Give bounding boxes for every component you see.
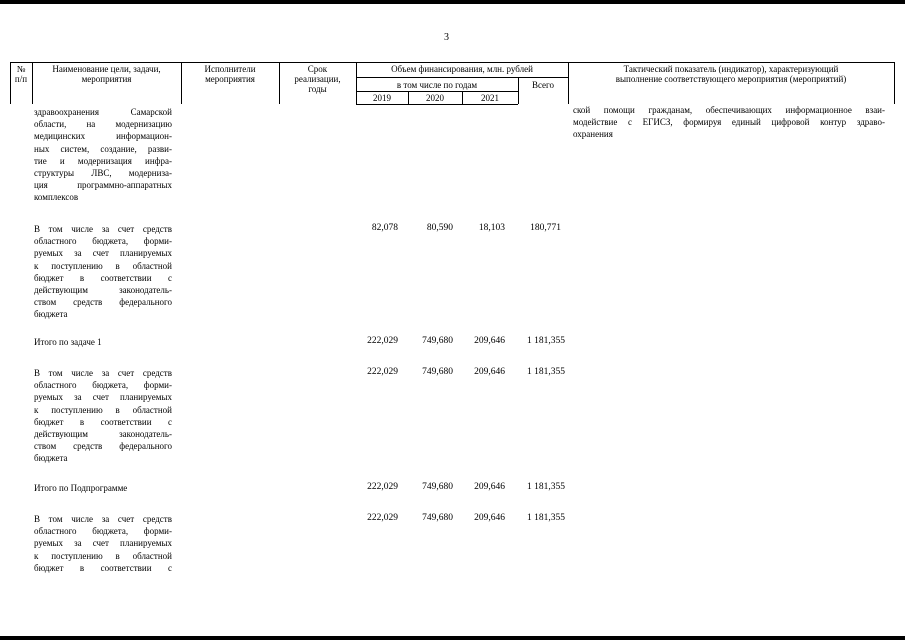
row-5-value-2019: 222,029 bbox=[367, 513, 398, 523]
table-row-3-text: В том числе за счет средств областного бюджета, форми- руемых за счет планируемых к поступлению в областной бюджет в соответствии с действующим законодатель- ством средств федерального бюджета bbox=[34, 368, 172, 464]
top-border bbox=[0, 0, 905, 4]
table-row-0-text: здравоохранения Самарской области, на модернизацию медицинских информацион- ных систем, создание, разви- тие и модернизация инфра- структуры ЛВС, модерниза- ция программно-аппаратных комплексов bbox=[34, 107, 172, 203]
row-2-value-2021: 209,646 bbox=[474, 336, 505, 346]
grid-vline-9 bbox=[894, 62, 895, 104]
row-5-value-2020: 749,680 bbox=[422, 513, 453, 523]
row-3-value-2019: 222,029 bbox=[367, 367, 398, 377]
row-3-value-total: 1 181,355 bbox=[527, 367, 565, 377]
table-row-5-text: В том числе за счет средств областного бюджета, форми- руемых за счет планируемых к поступлению в областной бюджет в соответствии с bbox=[34, 514, 172, 573]
bottom-border bbox=[0, 636, 905, 640]
row-2-value-total: 1 181,355 bbox=[527, 336, 565, 346]
header-col-total: Всего bbox=[531, 80, 555, 90]
row-2-value-2019: 222,029 bbox=[367, 336, 398, 346]
row-1-value-2019: 82,078 bbox=[371, 223, 398, 233]
row-4-value-total: 1 181,355 bbox=[527, 482, 565, 492]
header-col-name: Наименование цели, задачи, мероприятия bbox=[52, 64, 161, 84]
row-4-value-2021: 209,646 bbox=[474, 482, 505, 492]
header-year-2020: 2020 bbox=[426, 93, 444, 103]
table-row-4-text: Итого по Подпрограмме bbox=[34, 483, 128, 493]
row-1-value-2020: 80,590 bbox=[426, 223, 453, 233]
header-col-number: № п/п bbox=[14, 64, 28, 84]
fin-subheader-line bbox=[356, 77, 568, 78]
header-year-2019: 2019 bbox=[373, 93, 391, 103]
header-year-2021: 2021 bbox=[481, 93, 499, 103]
header-col-by-year: в том числе по годам bbox=[396, 80, 478, 90]
row-5-value-2021: 209,646 bbox=[474, 513, 505, 523]
table-row-1-text: В том числе за счет средств областного бюджета, форми- руемых за счет планируемых к поступлению в областной бюджет в соответствии с действующим законодатель- ством средств федерального бюджета bbox=[34, 224, 172, 320]
row-4-value-2019: 222,029 bbox=[367, 482, 398, 492]
years-bottom-line bbox=[356, 104, 518, 105]
row-3-value-2021: 209,646 bbox=[474, 367, 505, 377]
table-row-2-text: Итого по задаче 1 bbox=[34, 337, 102, 347]
indicator-text: ской помощи гражданам, обеспечивающих информационное взаи- модействие с ЕГИСЗ, формируя единый цифровой контур здраво- охранения bbox=[573, 105, 885, 139]
header-col-executors: Исполнители мероприятия bbox=[204, 64, 256, 84]
header-col-indicator: Тактический показатель (индикатор), характеризующий выполнение соответствующего мероприятия (мероприятий) bbox=[615, 64, 847, 84]
row-4-value-2020: 749,680 bbox=[422, 482, 453, 492]
row-2-value-2020: 749,680 bbox=[422, 336, 453, 346]
row-1-value-total: 180,771 bbox=[530, 223, 561, 233]
header-top-line bbox=[10, 62, 894, 63]
row-1-value-2021: 18,103 bbox=[478, 223, 505, 233]
header-col-term: Срок реализации, годы bbox=[294, 64, 341, 94]
header-col-financing: Объем финансирования, млн. рублей bbox=[391, 64, 533, 74]
page-number: 3 bbox=[444, 32, 449, 43]
years-line bbox=[356, 91, 518, 92]
row-3-value-2020: 749,680 bbox=[422, 367, 453, 377]
row-5-value-total: 1 181,355 bbox=[527, 513, 565, 523]
